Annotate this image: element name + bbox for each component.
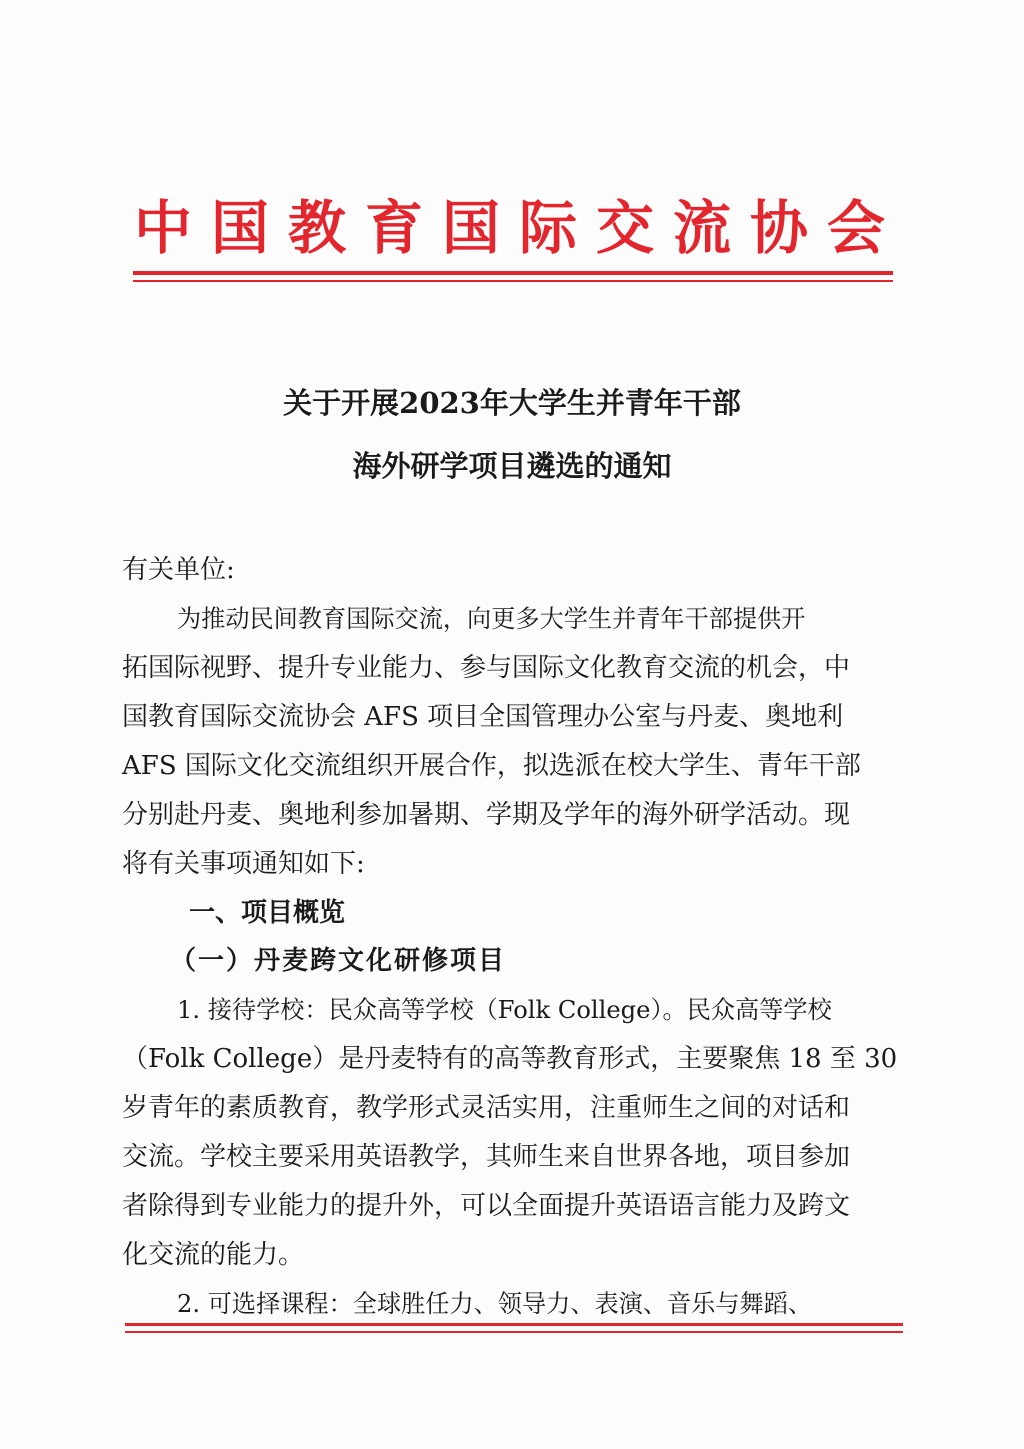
document-title-line-2: 海外研学项目遴选的通知: [352, 449, 672, 483]
paragraph-line: 为推动民间教育国际交流，向更多大学生并青年干部提供开: [177, 605, 806, 633]
document-title-line-1: 关于开展2023年大学生并青年干部: [283, 386, 741, 420]
paragraph-line: 拓国际视野、提升专业能力、参与国际文化教育交流的机会，中: [122, 653, 851, 683]
paragraph-line: 者除得到专业能力的提升外，可以全面提升英语语言能力及跨文: [122, 1191, 851, 1221]
paragraph-line: 交流。学校主要采用英语教学，其师生来自世界各地，项目参加: [122, 1142, 851, 1172]
section-heading: 一、项目概览: [189, 898, 346, 928]
paragraph-line: （Folk College）是丹麦特有的高等教育形式，主要聚焦 18 至 30: [122, 1044, 898, 1074]
header-divider-thick: [133, 271, 893, 275]
salutation: 有关单位:: [122, 555, 235, 585]
paragraph-line: 岁青年的素质教育，教学形式灵活实用，注重师生之间的对话和: [122, 1093, 851, 1123]
paragraph-line: 国教育国际交流协会 AFS 项目全国管理办公室与丹麦、奥地利: [122, 702, 844, 732]
paragraph-line: 2. 可选择课程：全球胜任力、领导力、表演、音乐与舞蹈、: [177, 1290, 813, 1318]
footer-divider-thick: [125, 1323, 903, 1326]
header-divider-thin: [133, 280, 893, 282]
organization-header: 中国教育国际交流协会: [133, 194, 904, 262]
paragraph-line: 1. 接待学校：民众高等学校（Folk College）。民众高等学校: [177, 996, 832, 1024]
paragraph-line: AFS 国际文化交流组织开展合作，拟选派在校大学生、青年干部: [122, 751, 861, 781]
paragraph-line: 将有关事项通知如下:: [122, 849, 365, 879]
footer-divider-thin: [125, 1331, 903, 1333]
paragraph-line: 化交流的能力。: [122, 1240, 305, 1270]
subsection-heading: （一）丹麦跨文化研修项目: [170, 946, 507, 976]
paragraph-line: 分别赴丹麦、奥地利参加暑期、学期及学年的海外研学活动。现: [122, 800, 851, 830]
